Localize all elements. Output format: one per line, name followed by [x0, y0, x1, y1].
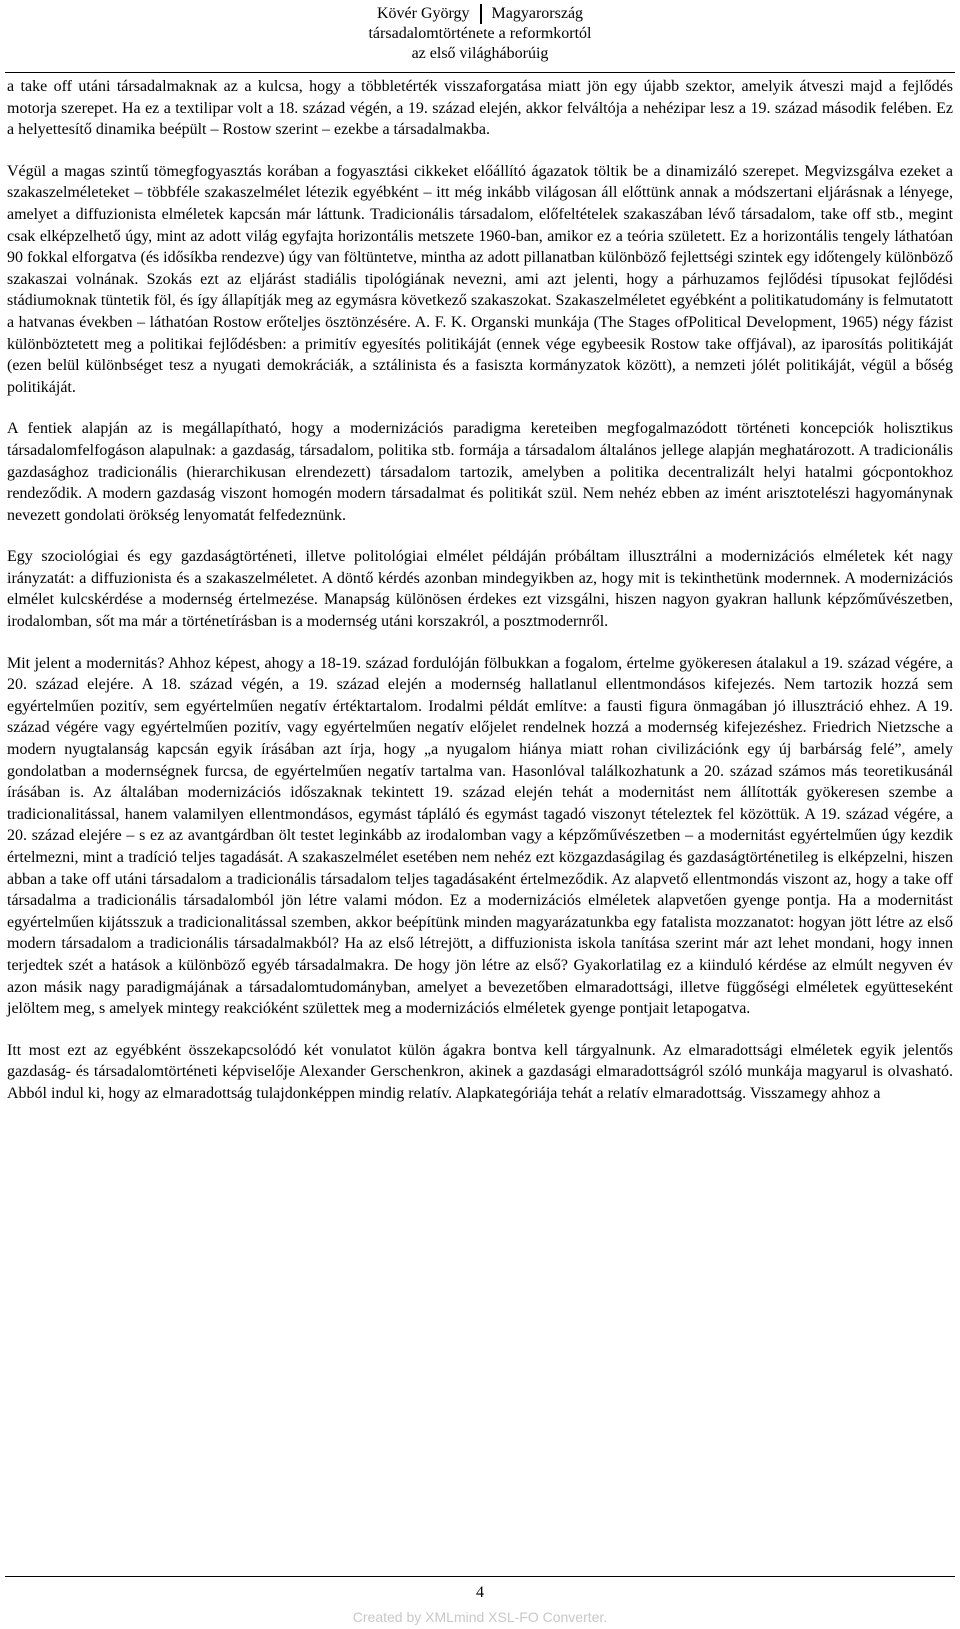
header-country: Magyarország [491, 5, 584, 22]
body-text [7, 76, 953, 1105]
converter-credit: Created by XMLmind XSL-FO Converter. [352, 1609, 608, 1625]
paragraph-5: Mit jelent a modernitás? Ahhoz képest, ahogy a 18-19. század fordulóján fölbukkan a fogalom, értelme gyökeresen átalakul a 19. század végére, a 20. század elejére. A 18. század végén, a 19. század elején a modernség hallatlanul ellentmondásos kifejezés. Nem tartozik hozzá sem egyértelműen pozitív, sem egyértelműen negatív értéktartalom. Irodalmi példát említve: a fausti figura önmagában jó illusztráció ehhez. A 19. század végére vagy egyértelműen pozitív, vagy egyértelműen negatív előjelet rendelnek hozzá a modernség kifejezéshez. Friedrich Nietzsche a modern nyugtalanság kapcsán egyik írásában azt írja, hogy „a nyugalom hiánya miatt rohan civilizációnk egy új barbárság felé”, amely gondolatban a modernségnek furcsa, de egyértelműen negatív tartalma van. Hasonlóval találkozhatunk a 20. század számos más teoretikusánál írásában is. Az általában modernizációs időszaknak tekintett 19. század elején tehát a modernitást nem állították gyökeresen szembe a tradicionalitással, hanem valamilyen ellentmondásos, egymást tápláló és egymást tagadó viszonyt tételeztek fel közöttük. A 19. század végére, a 20. század elejére – s ez az avantgárdban ölt testet leginkább az irodalomban vagy a képzőművészetben – a modernitást egyértelműen úgy kezdik értelmezni, mint a tradíció teljes tagadását. A szakaszelmélet esetében nem nehéz ezt közgazdaságilag és gazdaságtörténetileg is elképzelni, hiszen abban a take off utáni társadalom a tradicionális társadalom teljes tagadásaként értelmeződik. Az alapvető ellentmondás viszont az, hogy a take off társadalma a tradicionális társadalomból jön létre valami módon. Ez a modernizációs elméletek alapvetően gyenge pontja. Ha a modernitást egyértelműen kijátsszuk a tradicionalitással szemben, akkor beépítünk minden magyarázatunkba egy fatalista mozzanatot: hogyan jött létre az első modern társadalom a tradicionális társadalmakból? Ha az első létrejött, a diffuzionista iskola tanítása szerint már azt lehet mondani, hogy innen terjedtek szét a hatások a különböző egyéb társadalmakra. De hogy jön létre az első? Gyakorlatilag ez a kiinduló kérdése az elmúlt negyven év azon másik nagy paradigmájának a társadalomtudományban, amelyet a bevezetőben elmaradottsági, illetve függőségi elméletek együtteseként jelöltem meg, s amelyek mintegy reakcióként születtek meg a modernizációs elméletek gyenge pontjait letapogatva. [7, 654, 953, 1018]
header-author: Kövér György [376, 5, 470, 22]
paragraph-2: Végül a magas szintű tömegfogyasztás korában a fogyasztási cikkeket előállító ágazatok töltik be a dinamizáló szerepet. Megvizsgálva ezeket a szakaszelméleteket – többféle szakaszelmélet létezik egyébként – itt még inkább világosan áll előttünk annak a módszertani eljárásnak a lényege, amelyet a diffuzionista elméletek kapcsán már láttunk. Tradicionális társadalom, előfeltételek szakaszában lévő társadalom, take off stb., megint csak elképzelhető úgy, mint az adott világ egyfajta horizontális metszete 1960-ban, amikor ez a teória született. Ez a horizontális tengely láthatóan 90 fokkal elforgatva (és idősíkba rendezve) úgy van föltüntetve, mintha az adott pillanatban különböző fejlettségi szintek egy időtengely különböző szakaszai volnának. Szokás ezt az eljárást stadiális tipológiának nevezni, ami azt jelenti, hogy a párhuzamos fejlődési típusokat fejlődési stádiumoknak tüntetik föl, és így állapítják meg az egymásra következő szakaszokat. Szakaszelméletet egyébként a politikatudomány is felmutatott a hatvanas években – láthatóan Rostow erőteljes ösztönzésére. A. F. K. Organski munkája (The Stages ofPolitical Development, 1965) négy fázist különböztetett meg a politikai fejlődésben: a primitív egyesítés politikáját (ennek vége egybeesik Rostow take offjával), az iparosítás politikáját (ezen belül különbséget tesz a nyugati demokráciák, a sztálinista és a fasiszta kormányzatok között), a nemzeti jólét politikáját, végül a bőség politikáját. [7, 162, 953, 396]
paragraph-6: Itt most ezt az egyébként összekapcsolódó két vonulatot külön ágakra bontva kell tárgyalnunk. Az elmaradottsági elméletek egyik jelentős gazdaság- és társadalomtörténeti képviselője Alexander Gerschenkron, akinek a gazdasági elmaradottságról szóló munkája magyarul is olvasható. Abból indul ki, hogy az elmaradottság tulajdonképpen mindig relatív. Alapkategóriája tehát a relatív elmaradottság. Visszamegy ahhoz a [7, 1041, 953, 1102]
header-subtitle-line1: társadalomtörténete a reformkortól [368, 25, 592, 42]
header-title-row [0, 4, 960, 24]
footer-rule [5, 1576, 955, 1577]
paragraph-4: Egy szociológiai és egy gazdaságtörténeti, illetve politológiai elmélet példáján próbáltam illusztrálni a modernizációs elméletek két nagy irányzatát: a diffuzionista és a szakaszelméletet. A döntő kérdés azonban mindegyikben az, hogy mit is tekinthetünk modernnek. A modernizációs elmélet kulcskérdése a modernség értelmezése. Manapság különösen érdekes ezt vizsgálni, hiszen nagyon gyakran hallunk képzőművészetben, irodalomban, sőt ma már a történetírásban is a modernség utáni korszakról, a posztmodernről. [7, 548, 953, 631]
running-header [0, 4, 960, 64]
header-rule [5, 72, 955, 73]
page-number: 4 [476, 1584, 484, 1601]
paragraph-1: a take off utáni társadalmaknak az a kulcsa, hogy a többletérték visszaforgatása miatt jön egy újabb szektor, amelyik átveszi majd a fejlődés motorja szerepet. Ha ez a textilipar volt a 18. század végén, a 19. század elején, akkor felváltója a nehézipar lesz a 19. század második felében. Ez a helyettesítő dinamika beépült – Rostow szerint – ezekbe a társadalmakba. [7, 78, 953, 139]
running-footer [0, 1583, 960, 1627]
paragraph-3: A fentiek alapján az is megállapítható, hogy a modernizációs paradigma kereteiben megfogalmazódott történeti koncepciók holisztikus társadalomfelfogáson alapulnak: a gazdaság, társadalom, politika stb. formája a társadalom általános jellege alapján meghatározott. A tradicionális gazdasághoz tradicionális (hierarchikusan elrendezett) társadalom tartozik, amelyben a politika decentralizált helyi hatalmi gócpontokhoz rendeződik. A modern gazdaság viszont homogén modern társadalmat és politikát szül. Nem nehéz ebben az imént arisztotelészi hagyománynak nevezett gondolati örökség lenyomatát felfedeznünk. [7, 420, 953, 524]
header-subtitle-line2: az első világháborúig [411, 45, 549, 62]
